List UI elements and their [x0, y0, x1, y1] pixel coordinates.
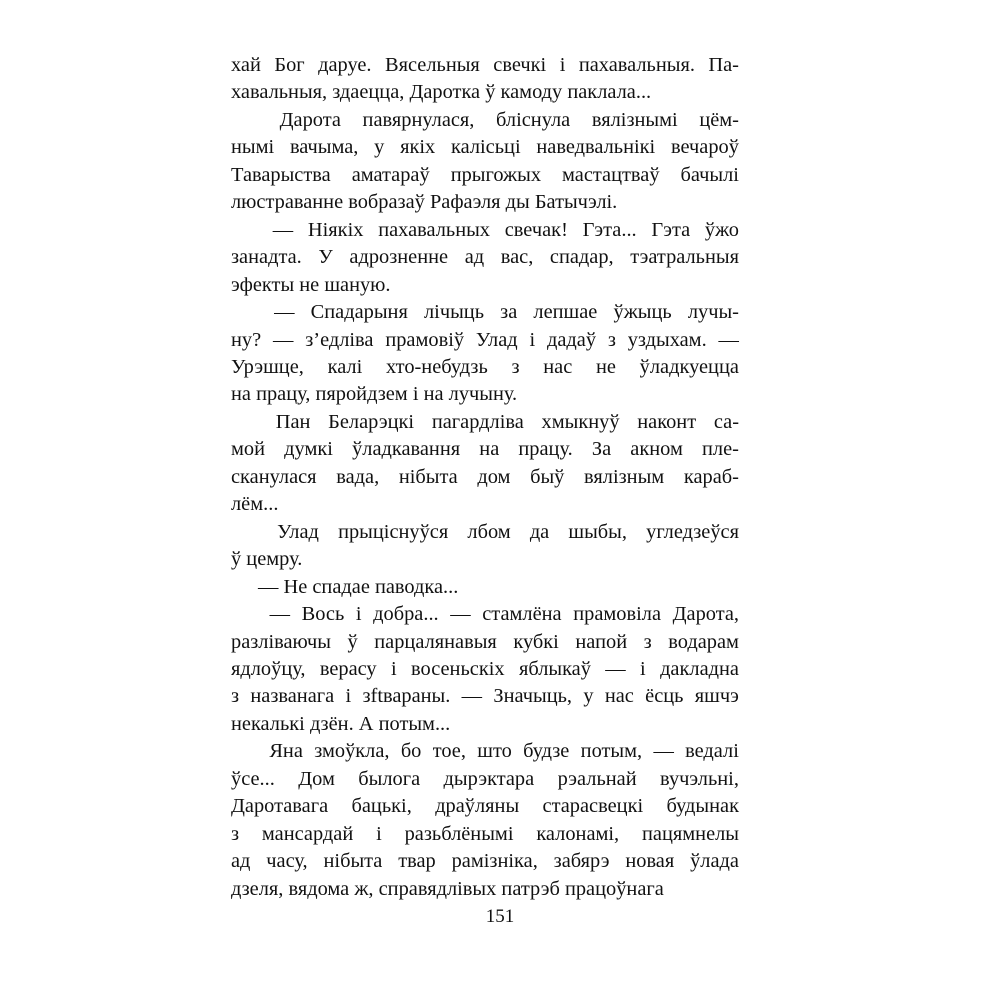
word: Даротка: [409, 81, 486, 104]
word: старасвецкі: [542, 795, 644, 818]
text-line: [231, 52, 739, 79]
word: некалькі: [231, 712, 310, 735]
page-number: 151: [485, 906, 515, 927]
word: потым...: [378, 712, 451, 735]
paragraph: [231, 601, 739, 738]
paragraph-indent: [231, 107, 258, 134]
word: паклала...: [567, 81, 652, 104]
word: патрэб: [501, 877, 565, 900]
word: ўсе...: [231, 767, 275, 790]
text-line: [231, 656, 739, 683]
word: пахавальных: [378, 218, 490, 241]
word: ў: [231, 548, 247, 571]
word: шаную.: [324, 273, 391, 296]
word: працу,: [256, 383, 316, 406]
word: дакладна: [660, 657, 739, 680]
paragraph-indent: [231, 299, 258, 326]
paragraph-indent: [231, 217, 258, 244]
word: Спадарыня: [310, 301, 408, 324]
word: былога: [358, 767, 421, 790]
word: і: [345, 685, 352, 708]
word: у: [374, 136, 385, 159]
word: прыгожых: [450, 163, 542, 186]
word: водарам: [668, 630, 739, 653]
word: паводка...: [374, 575, 459, 598]
word: спадар,: [549, 246, 614, 269]
word: ўладкавання: [352, 438, 461, 461]
word: акном: [630, 438, 683, 461]
word: камоду: [500, 81, 568, 104]
word: яблыкаў: [518, 657, 591, 680]
word: лічыць: [424, 301, 485, 324]
word: і: [376, 822, 382, 845]
text-line: [231, 299, 739, 326]
paragraph: [231, 574, 739, 601]
text-line: [231, 217, 739, 244]
word: справядлівых: [378, 877, 502, 900]
word: лучы-: [687, 301, 739, 324]
word: вялізнымі: [591, 108, 678, 131]
word: Улад: [277, 520, 319, 543]
paragraph-indent: [231, 409, 258, 436]
word: ёсць: [645, 685, 684, 708]
word: шыбы,: [568, 520, 627, 543]
paragraph: [231, 299, 739, 409]
word: Гэта: [651, 218, 691, 241]
word: ну?: [231, 328, 262, 351]
text-line: [231, 766, 739, 793]
word: твар: [398, 850, 436, 873]
text-line: [231, 519, 739, 546]
word: будынак: [666, 795, 739, 818]
word: —: [461, 685, 483, 708]
word: забярэ: [553, 850, 610, 873]
word: —: [273, 328, 294, 351]
paragraph: [231, 409, 739, 519]
word: са-: [713, 410, 739, 433]
word: прыціснуўся: [338, 520, 449, 543]
text-line: [231, 491, 739, 518]
word: дом: [477, 465, 511, 488]
text-line: [231, 134, 739, 161]
word: і: [390, 657, 397, 680]
word: з: [231, 685, 240, 708]
text-line: [231, 711, 739, 738]
word: у: [583, 685, 594, 708]
paragraph: [231, 107, 739, 217]
word: прамовіў: [385, 328, 465, 351]
word: —: [653, 740, 674, 763]
word: да: [529, 520, 550, 543]
word: восеньскіх: [411, 657, 505, 680]
text-line: [231, 107, 739, 134]
paragraph-indent: [231, 601, 258, 628]
text-line: [231, 738, 739, 765]
word: прамовіла: [573, 603, 661, 626]
word: хто-небудзь: [385, 355, 488, 378]
word: ўладкуецца: [639, 355, 739, 378]
word: будзе: [523, 740, 570, 763]
word: вялізным: [584, 465, 665, 488]
word: з: [511, 355, 520, 378]
word: драўляны: [435, 795, 520, 818]
word: названага: [250, 685, 335, 708]
word: Гэта...: [582, 218, 637, 241]
word: пле-: [702, 438, 739, 461]
word: думкі: [284, 438, 333, 461]
word: наконт: [637, 410, 697, 433]
word: якіх: [400, 136, 436, 159]
word: нымі: [231, 136, 275, 159]
word: што: [477, 740, 512, 763]
word: мансардай: [261, 822, 354, 845]
word: угледзеўся: [646, 520, 739, 543]
word: наведвальнікі: [536, 136, 656, 159]
word: не: [595, 355, 616, 378]
text-line: [231, 381, 739, 408]
word: свечкі: [493, 54, 547, 76]
word: Не: [283, 575, 313, 598]
word: працу.: [518, 438, 573, 461]
word: —: [718, 328, 739, 351]
word: з: [231, 822, 240, 845]
text-line: [231, 821, 739, 848]
word: Значыць,: [493, 685, 572, 708]
text-line: [231, 546, 739, 573]
text-line: [231, 409, 739, 436]
word: лём...: [231, 493, 279, 516]
word: бацькі,: [351, 795, 412, 818]
text-line: [231, 436, 739, 463]
word: вада,: [336, 465, 380, 488]
word: пацямнелы: [642, 822, 739, 845]
text-line: [231, 793, 739, 820]
word: адрозненне: [349, 246, 449, 269]
word: —: [605, 657, 626, 680]
text-line: [231, 354, 739, 381]
word: ў: [485, 81, 501, 104]
word: і: [640, 657, 646, 680]
paragraph-indent: [231, 574, 258, 601]
word: нас: [543, 355, 573, 378]
word: парцалянавыя: [374, 630, 497, 653]
word: сканулася: [231, 465, 317, 488]
word: з: [643, 630, 652, 653]
word: хавальныя,: [231, 81, 333, 104]
word: кубкі: [513, 630, 559, 653]
word: добра...: [373, 603, 439, 626]
word: нібыта: [398, 465, 458, 488]
word: тое,: [432, 740, 466, 763]
word: рэальнай: [557, 767, 637, 790]
word: змоўкла,: [314, 740, 390, 763]
word: напой: [575, 630, 628, 653]
text-line: [231, 162, 739, 189]
paragraph-indent: [231, 519, 258, 546]
word: Бог: [274, 54, 305, 76]
word: павярнулася,: [362, 108, 475, 131]
word: за: [500, 301, 518, 324]
word: Дарота: [279, 108, 341, 131]
word: ядлоўцу,: [231, 657, 306, 680]
word: дырэктара: [443, 767, 535, 790]
word: Беларэцкі: [328, 410, 415, 433]
text-line: [231, 683, 739, 710]
word: верасу: [319, 657, 377, 680]
word: мой: [231, 438, 266, 461]
word: лучыну.: [448, 383, 518, 406]
text-line: [231, 601, 739, 628]
word: ды: [505, 191, 535, 214]
word: вачыма,: [289, 136, 359, 159]
word: пяройдзем: [315, 383, 413, 406]
word: —: [258, 575, 284, 598]
word: калонамі,: [536, 822, 620, 845]
word: свечак!: [504, 218, 568, 241]
word: вучэльні,: [660, 767, 739, 790]
word: —: [269, 603, 290, 626]
word: потым,: [580, 740, 643, 763]
word: бо: [400, 740, 422, 763]
word: уздыхам.: [627, 328, 707, 351]
word: хмыкнуў: [541, 410, 620, 433]
paragraph-indent: [231, 738, 258, 765]
text-line: [231, 876, 739, 903]
word: эфекты: [231, 273, 300, 296]
word: нібыта: [323, 850, 383, 873]
word: вечароў: [670, 136, 739, 159]
word: Ніякіх: [307, 218, 364, 241]
word: разліваючы: [231, 630, 331, 653]
word: на: [479, 438, 500, 461]
word: ўлада: [690, 850, 739, 873]
text-line: [231, 244, 739, 271]
word: мастацтваў: [562, 163, 660, 186]
word: Рафаэля: [429, 191, 506, 214]
word: вобразаў: [348, 191, 430, 214]
word: караб-: [683, 465, 739, 488]
word: ад: [464, 246, 485, 269]
word: Дарота,: [672, 603, 739, 626]
text-line: [231, 848, 739, 875]
word: ў: [347, 630, 358, 653]
word: цём-: [699, 108, 739, 131]
word: Даротавага: [231, 795, 329, 818]
word: цемру.: [246, 548, 303, 571]
word: на: [231, 383, 257, 406]
word: ж,: [354, 877, 379, 900]
text-line: [231, 464, 739, 491]
word: і: [559, 54, 566, 76]
text-line: [231, 629, 739, 656]
word: Пан: [275, 410, 311, 433]
word: нас: [604, 685, 634, 708]
word: Яна: [269, 740, 303, 763]
word: быў: [530, 465, 565, 488]
word: У: [318, 246, 333, 269]
word: дзён.: [309, 712, 359, 735]
word: новая: [625, 850, 675, 873]
page-text-block: [231, 52, 739, 903]
word: —: [272, 218, 294, 241]
word: лбом: [467, 520, 511, 543]
word: Вось: [301, 603, 345, 626]
word: дзеля,: [231, 877, 289, 900]
text-line: [231, 189, 739, 216]
word: здаецца,: [332, 81, 410, 104]
word: зftвараны.: [362, 685, 451, 708]
word: А: [358, 712, 379, 735]
word: Урэшце,: [231, 355, 304, 378]
word: —: [450, 603, 471, 626]
paragraph: [231, 217, 739, 299]
text-line: [231, 574, 739, 601]
word: Батычэлі.: [534, 191, 618, 214]
word: Улад: [475, 328, 518, 351]
word: з: [607, 328, 616, 351]
word: з’едліва: [305, 328, 374, 351]
word: тэатральныя: [630, 246, 739, 269]
word: пахавальныя.: [578, 54, 695, 76]
word: дадаў: [546, 328, 597, 351]
word: —: [274, 301, 295, 324]
word: і: [529, 328, 536, 351]
word: ад: [231, 850, 251, 873]
word: стамлёна: [482, 603, 562, 626]
word: ўжыць: [613, 301, 672, 324]
word: пагардліва: [431, 410, 524, 433]
text-line: [231, 79, 739, 106]
text-line: [231, 272, 739, 299]
word: калісьці: [451, 136, 521, 159]
paragraph: [231, 738, 739, 903]
word: Таварыства: [231, 163, 331, 186]
word: на: [423, 383, 449, 406]
word: За: [591, 438, 612, 461]
word: працоўнага: [564, 877, 664, 900]
text-line: [231, 327, 739, 354]
word: і: [412, 383, 424, 406]
word: занадта.: [231, 246, 302, 269]
word: рамізніка,: [451, 850, 538, 873]
word: даруе.: [318, 54, 372, 76]
word: хай: [231, 54, 261, 76]
word: яшчэ: [694, 685, 739, 708]
word: Па-: [708, 54, 739, 76]
word: і: [355, 603, 362, 626]
paragraph: [231, 52, 739, 107]
word: лепшае: [533, 301, 598, 324]
word: ведалі: [685, 740, 739, 763]
word: не: [299, 273, 325, 296]
word: Вясельныя: [385, 54, 480, 76]
word: люстраванне: [231, 191, 349, 214]
word: вас,: [500, 246, 534, 269]
word: вядома: [288, 877, 355, 900]
word: аматараў: [351, 163, 430, 186]
word: бачылі: [680, 163, 739, 186]
word: бліснула: [496, 108, 571, 131]
word: Дом: [298, 767, 335, 790]
word: разьблёнымі: [404, 822, 514, 845]
word: калі: [327, 355, 363, 378]
word: спадае: [312, 575, 375, 598]
word: ўжо: [704, 218, 739, 241]
word: часу,: [266, 850, 308, 873]
paragraph: [231, 519, 739, 574]
